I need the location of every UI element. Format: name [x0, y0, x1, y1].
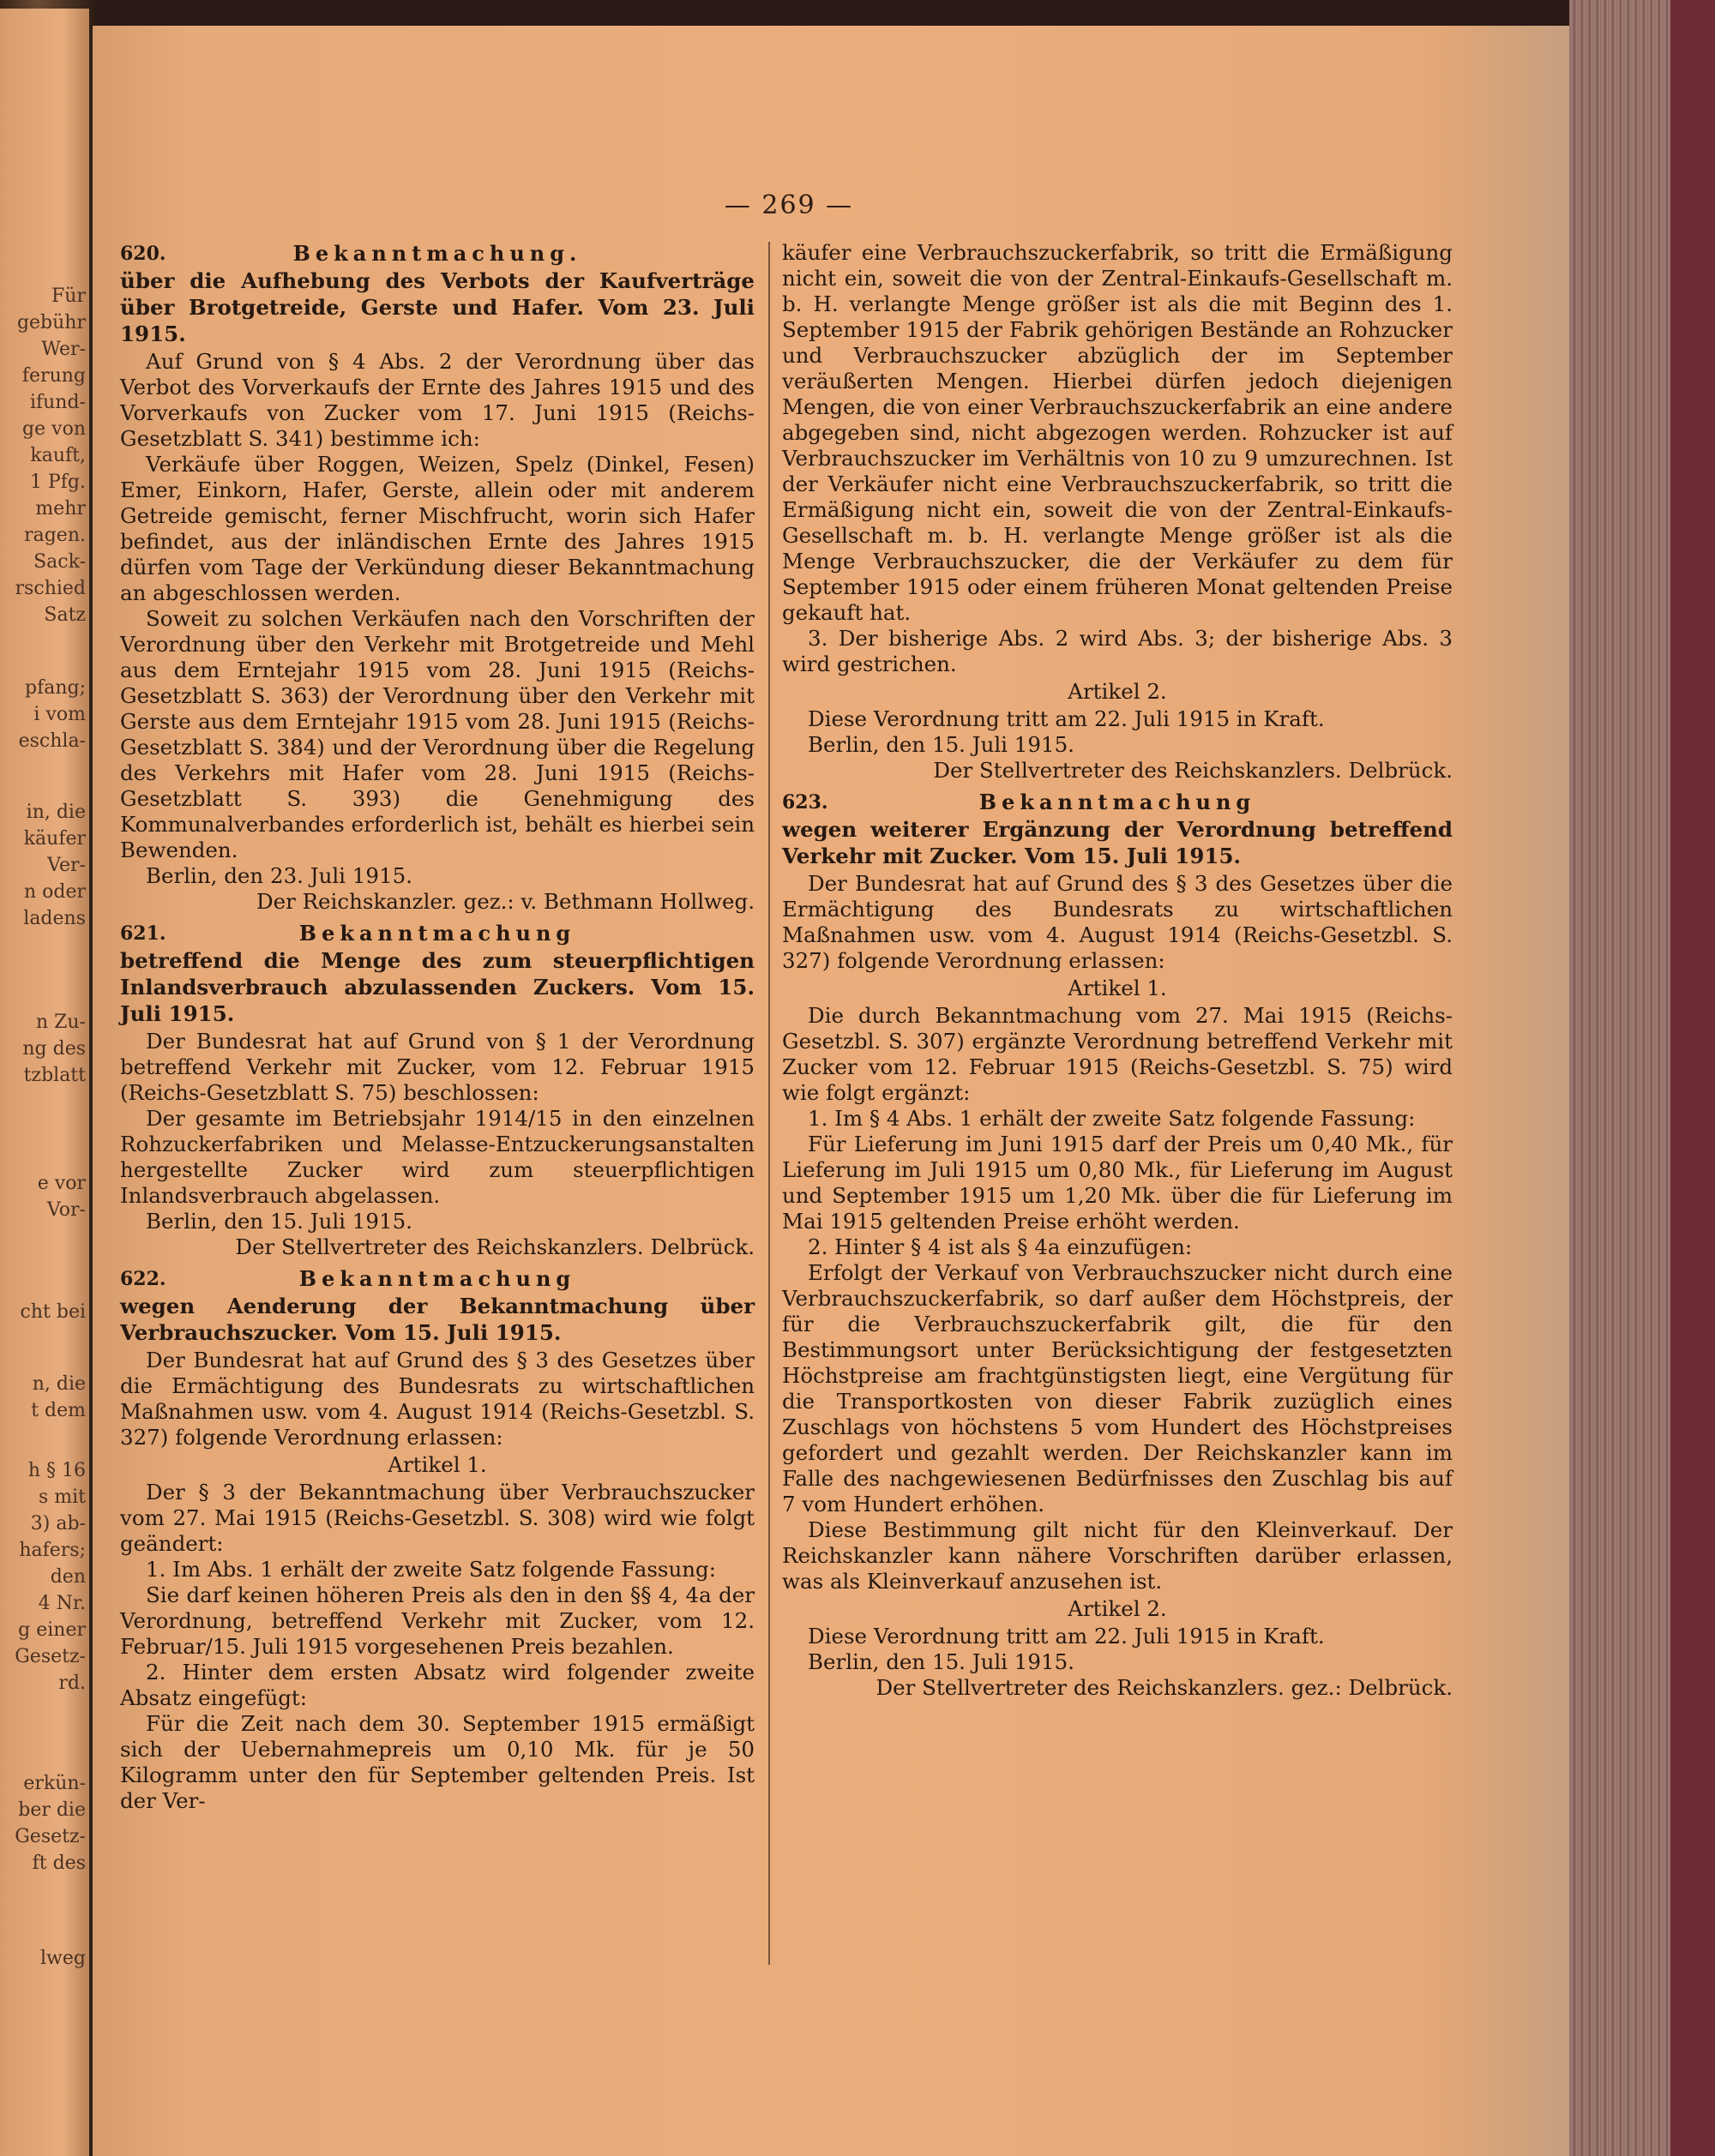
article-621 [120, 920, 755, 1260]
column-divider [768, 242, 770, 1965]
signature: Der Reichskanzler. gez.: v. Bethmann Hollweg. [256, 889, 755, 914]
margin-fragment: ladens [23, 908, 86, 929]
margin-fragment: Gesetz- [15, 1646, 86, 1667]
book-cover-edge [1670, 0, 1715, 2156]
list-item: 1. Im § 4 Abs. 1 erhält der zweite Satz folgende Fassung: [808, 1106, 1416, 1131]
article-620 [120, 240, 755, 915]
paragraph: Für die Zeit nach dem 30. September 1915 ermäßigt sich der Uebernahmepreis um 0,10 Mk. für je 50 Kilogramm unter den für September geltenden Preis. Ist der Ver- [120, 1711, 755, 1813]
signature: Der Stellvertreter des Reichskanzlers. Delbrück. [933, 758, 1453, 783]
list-item: 3. Der bisherige Abs. 2 wird Abs. 3; der bisherige Abs. 3 wird gestrichen. [782, 626, 1453, 676]
margin-fragment: kauft, [30, 445, 86, 466]
article-subtitle: über die Aufhebung des Verbots der Kaufverträge über Brotgetreide, Gerste und Hafer. Vom 23. Juli 1915. [120, 268, 755, 346]
article-title: Bekanntmachung. [292, 241, 582, 266]
paragraph: Für Lieferung im Juni 1915 darf der Preis um 0,40 Mk., für Lieferung im Juli 1915 um 0,80 Mk., für Lieferung im August und September 1915 um 1,20 Mk. über die für Lieferung im Mai 1915 geltenden Preise erhöht werden. [782, 1132, 1453, 1234]
paragraph: Diese Verordnung tritt am 22. Juli 1915 in Kraft. [808, 1624, 1325, 1649]
margin-fragment: Vor- [46, 1199, 86, 1221]
place-date: Berlin, den 23. Juli 1915. [146, 863, 412, 888]
right-column [782, 240, 1453, 1706]
margin-fragment: in, die [26, 802, 86, 823]
article-subtitle: wegen Aenderung der Bekanntmachung über Verbrauchszucker. Vom 15. Juli 1915. [120, 1294, 755, 1345]
paragraph: Die durch Bekanntmachung vom 27. Mai 1915 (Reichs-Gesetzbl. S. 307) ergänzte Verordnung betreffend Verkehr mit Zucker vom 12. Februar 1915 (Reichs-Gesetzbl. S. 75) wird wie folgt ergänzt: [782, 1003, 1453, 1105]
paragraph: Erfolgt der Verkauf von Verbrauchszucker nicht durch eine Verbrauchszuckerfabrik, so darf außer dem Höchstpreis, der für die Verbrauchszuckerfabrik gilt, die für den Bestimmungsort unter Berücksichtigung der festgesetzten Höchstpreise am frachtgünstigsten liegt, eine Vergütung für die Transportkosten von dieser Fabrik zuzüglich eines Zuschlags von höchstens 5 vom Hundert des Höchstpreises gefordert und gezahlt werden. Der Reichskanzler kann im Falle des nachgewiesenen Bedürfnisses den Zuschlag bis auf 7 vom Hundert erhöhen. [782, 1260, 1453, 1516]
page-number: — 269 — [724, 190, 854, 220]
margin-fragment: ng des [22, 1038, 86, 1060]
paragraph: Verkäufe über Roggen, Weizen, Spelz (Dinkel, Fesen) Emer, Einkorn, Hafer, Gerste, allein oder mit anderem Getreide gemischt, ferner Mischfrucht, worin sich Hafer befindet, aus der inländischen Ernte des Jahres 1915 dürfen vom Tage der Verkündung dieser Bekanntmachung an abgeschlossen werden. [120, 452, 755, 605]
margin-fragment: gebühr [16, 312, 86, 333]
signature: Der Stellvertreter des Reichskanzlers. Delbrück. [235, 1234, 755, 1259]
article-title: Bekanntmachung [298, 921, 576, 946]
margin-fragment: eschla- [18, 730, 86, 752]
place-date: Berlin, den 15. Juli 1915. [808, 1649, 1074, 1674]
margin-fragment: käufer [23, 828, 86, 850]
margin-fragment: Satz [44, 604, 86, 626]
margin-fragment: ferung [21, 365, 86, 387]
paragraph: Auf Grund von § 4 Abs. 2 der Verordnung über das Verbot des Vorverkaufs der Ernte des Jahres 1915 und des Vorverkaufs von Zucker vom 17. Juni 1915 (Reichs-Gesetzblatt S. 341) bestimme ich: [120, 349, 755, 451]
margin-fragment: Für [51, 285, 86, 307]
paragraph: Diese Bestimmung gilt nicht für den Kleinverkauf. Der Reichskanzler kann nähere Vorschriften darüber erlassen, was als Kleinverkauf anzusehen ist. [782, 1517, 1453, 1594]
artikel-label: Artikel 2. [1068, 1596, 1167, 1621]
paragraph: Der § 3 der Bekanntmachung über Verbrauchszucker vom 27. Mai 1915 (Reichs-Gesetzbl. S. 308) wird wie folgt geändert: [120, 1480, 755, 1556]
article-622 [120, 1265, 755, 1814]
margin-fragment: pfang; [24, 677, 86, 699]
signature: Der Stellvertreter des Reichskanzlers. gez.: Delbrück. [876, 1675, 1453, 1700]
margin-fragment: 1 Pfg. [29, 471, 86, 493]
margin-fragment: tzblatt [23, 1065, 86, 1086]
list-item: 2. Hinter § 4 ist als § 4a einzufügen: [808, 1234, 1193, 1259]
margin-fragment: Wer- [41, 339, 86, 360]
article-heading [120, 920, 755, 947]
margin-fragment: ragen. [24, 525, 86, 546]
margin-fragment: 3) ab- [30, 1513, 86, 1534]
margin-fragment: Sack- [33, 551, 86, 573]
paragraph: Soweit zu solchen Verkäufen nach den Vorschriften der Verordnung über den Verkehr mit Brotgetreide und Mehl aus dem Erntejahr 1915 vom 28. Juni 1915 (Reichs-Gesetzblatt S. 363) der Verordnung über den Verkehr mit Gerste aus dem Erntejahr 1915 vom 28. Juni 1915 (Reichs-Gesetzblatt S. 384) und der Verordnung über die Regelung des Verkehrs mit Hafer vom 28. Juni 1915 (Reichs-Gesetzblatt S. 393) die Genehmigung des Kommunalverbandes erforderlich ist, behält es hierbei sein Bewenden. [120, 606, 755, 862]
margin-fragment: ft des [32, 1853, 86, 1874]
margin-fragment: t dem [31, 1400, 86, 1421]
article-heading [120, 1265, 755, 1293]
margin-fragment: hafers; [19, 1540, 86, 1561]
article-number: 621. [120, 922, 166, 945]
list-item: 1. Im Abs. 1 erhält der zweite Satz folgende Fassung: [146, 1557, 716, 1582]
article-623 [782, 789, 1453, 1701]
artikel-label: Artikel 1. [1068, 976, 1167, 1000]
margin-fragment: n oder [23, 881, 86, 903]
margin-fragment: 4 Nr. [38, 1593, 86, 1614]
margin-fragment: n Zu- [35, 1012, 86, 1033]
place-date: Berlin, den 15. Juli 1915. [146, 1209, 412, 1234]
margin-fragment: lweg [40, 1948, 86, 1969]
article-title: Bekanntmachung [298, 1266, 576, 1291]
margin-fragment: ifund- [29, 392, 86, 413]
article-number: 622. [120, 1268, 166, 1290]
left-column [120, 240, 755, 1819]
margin-fragment: cht bei [20, 1301, 86, 1323]
paragraph: Der Bundesrat hat auf Grund von § 1 der Verordnung betreffend Verkehr mit Zucker, vom 12. Februar 1915 (Reichs-Gesetzblatt S. 75) beschlossen: [120, 1029, 755, 1105]
paragraph: Der Bundesrat hat auf Grund des § 3 des Gesetzes über die Ermächtigung des Bundesrats zu wirtschaftlichen Maßnahmen usw. vom 4. August 1914 (Reichs-Gesetzbl. S. 327) folgende Verordnung erlassen: [120, 1348, 755, 1450]
margin-fragment: ge von [22, 418, 86, 440]
article-subtitle: wegen weiterer Ergänzung der Verordnung betreffend Verkehr mit Zucker. Vom 15. Juli 1915. [782, 817, 1453, 868]
margin-fragment: e vor [37, 1173, 86, 1194]
list-item: 2. Hinter dem ersten Absatz wird folgender zweite Absatz eingefügt: [120, 1660, 755, 1710]
margin-fragment: g einer [18, 1619, 86, 1641]
margin-fragment: Ver- [47, 855, 86, 876]
margin-fragment: s mit [38, 1486, 86, 1508]
place-date: Berlin, den 15. Juli 1915. [808, 732, 1074, 757]
margin-fragment: h § 16 [27, 1460, 86, 1481]
margin-fragment: rschied [15, 578, 86, 599]
paragraph: Sie darf keinen höheren Preis als den in den §§ 4, 4a der Verordnung, betreffend Verkehr mit Zucker, vom 12. Februar/15. Juli 1915 vorgesehenen Preis bezahlen. [120, 1582, 755, 1659]
article-number: 623. [782, 791, 828, 814]
artikel-label: Artikel 2. [1068, 679, 1167, 704]
paragraph: käufer eine Verbrauchszuckerfabrik, so tritt die Ermäßigung nicht ein, soweit die von der Zentral-Einkaufs-Gesellschaft m. b. H. verlangte Menge größer ist als die mit Beginn des 1. September 1915 der Fabrik gehörigen Bestände an Rohzucker und Verbrauchszucker abzüglich der im September veräußerten Mengen. Hierbei dürfen jedoch diejenigen Mengen, die von einer Verbrauchszuckerfabrik an eine andere abgegeben sind, nicht abgezogen werden. Rohzucker ist auf Verbrauchszucker im Verhältnis von 10 zu 9 umzurechnen. Ist der Verkäufer nicht eine Verbrauchszuckerfabrik, so tritt die Ermäßigung nicht ein, soweit die von der Zentral-Einkaufs-Gesellschaft m. b. H. verlangte Menge größer ist als die Menge Verbrauchszucker, die der Verkäufer zu dem für September 1915 oder einem früheren Monat geltenden Preise gekauft hat. [782, 240, 1453, 625]
margin-fragment: mehr [35, 498, 86, 519]
margin-fragment: i vom [33, 704, 86, 725]
margin-fragment: den [50, 1566, 86, 1588]
artikel-label: Artikel 1. [388, 1452, 487, 1477]
article-title: Bekanntmachung [978, 790, 1256, 814]
previous-page-edge [0, 9, 89, 2156]
article-heading [120, 240, 755, 267]
margin-fragment: ber die [18, 1799, 86, 1821]
article-subtitle: betreffend die Menge des zum steuerpflichtigen Inlandsverbrauch abzulassenden Zuckers. Vom 15. Juli 1915. [120, 948, 755, 1026]
paragraph: Der gesamte im Betriebsjahr 1914/15 in den einzelnen Rohzuckerfabriken und Melasse-Entzuckerungsanstalten hergestellte Zucker wird zum steuerpflichtigen Inlandsverbrauch abgelassen. [120, 1106, 755, 1208]
paragraph: Der Bundesrat hat auf Grund des § 3 des Gesetzes über die Ermächtigung des Bundesrats zu wirtschaftlichen Maßnahmen usw. vom 4. August 1914 (Reichs-Gesetzbl. S. 327) folgende Verordnung erlassen: [782, 871, 1453, 973]
article-number: 620. [120, 243, 166, 265]
margin-fragment: erkün- [23, 1773, 86, 1794]
paragraph: Diese Verordnung tritt am 22. Juli 1915 in Kraft. [808, 706, 1325, 731]
article-heading [782, 789, 1453, 816]
margin-fragment: rd. [58, 1673, 86, 1694]
article-622-continued [782, 240, 1453, 784]
margin-fragment: n, die [32, 1373, 86, 1395]
margin-fragment: Gesetz- [15, 1826, 86, 1847]
